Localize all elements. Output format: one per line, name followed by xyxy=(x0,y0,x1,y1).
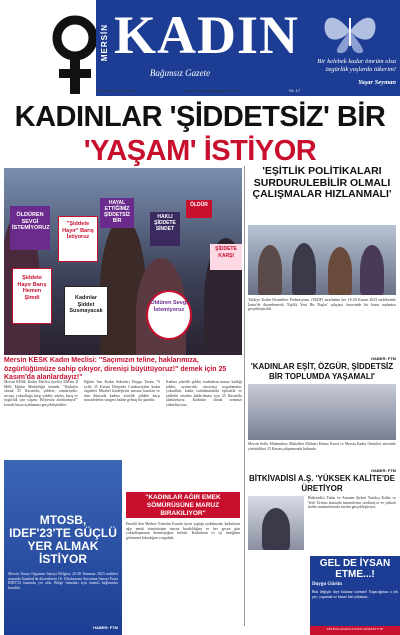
sidebar1-title: 'EŞİTLİK POLİTİKALARI SURDURULEBİLİR OLMALI ÇALIŞMALAR HIZLANMALI' xyxy=(252,165,392,200)
masthead-meta xyxy=(96,88,300,93)
person xyxy=(360,245,384,295)
venus-symbol-icon xyxy=(48,14,102,100)
main-headline xyxy=(0,100,400,168)
main-article-col2: Eğitim Sen Kadın Sekreteri Duygu Tazen, "6 eylül 25 Kasım Dünyada Cumhuriyetin kadın örgütleri Mirabel kardeşlerin anısına kurulan ve tüm dünyada kadına yönelik şiddete karşı mücadelenin simgesi haline gelmiş bir gündür. xyxy=(84,380,160,403)
sidebar1-author: HABER: FTM xyxy=(371,356,396,361)
person xyxy=(258,245,282,295)
gel-footer: ZELİHA ANOĞLU'NUN KÖŞESİ YTE xyxy=(310,626,400,635)
gel-title: GEL DE İYSAN ETME...! xyxy=(319,558,391,580)
box1-body: Emekli Sen Merkez Yönetim Kurulu üyesi yaptığı açıklamada, kadınların ağır emek sömürüsüne maruz bırakıldığını ve her geçen gün yoksullaşmanın derinleştiğini belirtti. Kadınların ev içi emeğinin görünmez kılındığını vurguladı. xyxy=(126,522,240,540)
protest-sign: ÖLDÜR xyxy=(186,200,212,218)
issue-date: 25 Kasım 2023 Cuma xyxy=(96,88,135,93)
brand-tagline: Bağımsız Gazete xyxy=(149,68,211,78)
protest-sign: HAYAL ETTİĞİMİZ ŞİDDETSİZ BİR xyxy=(100,198,134,228)
gel-author: Duygu Gürün xyxy=(312,582,342,587)
box1-title: "KADINLAR AĞIR EMEK SÖMÜRÜSÜNE MARUZ BIRAKILIYOR" xyxy=(126,492,240,518)
headline-line2: 'YAŞAM' İSTİYOR xyxy=(83,135,317,167)
protest-sign: Şiddete Hayır Barış Hemen Şimdi xyxy=(12,268,52,324)
website-link[interactable]: www.mersinkadingazetesi.com xyxy=(184,88,240,93)
sidebar2-photo xyxy=(248,384,396,440)
sidebar1-body: Türkiye Kadın Dernekleri Federasyonu (TKDF) tarafından her 18-20 Kasım 2023 tarihlerinde İzmir'de düzenlenecek 'Eşitlik Yeni Bir Başlar' çalıştayı öncesinde bir basın toplantısı gerçekleştirildi. xyxy=(248,298,396,312)
protest-sign: Kadınlar Şiddet Susmayacak xyxy=(64,286,108,336)
gel-body: Bizi değiştir diye bulunur istemez! Yapacağımız o tek şey: yaşamak ve kimse bizi yıkamaz... xyxy=(312,590,398,599)
sidebar3-title: BİTKİVADİSİ A.Ş. 'YÜKSEK KALİTE'DE ÜRETİYOR xyxy=(248,474,396,493)
masthead xyxy=(0,0,400,98)
butterfly-icon xyxy=(320,6,380,56)
logo-box xyxy=(96,2,300,84)
headline-line1: KADINLAR 'ŞİDDETSİZ' BİR xyxy=(14,101,386,133)
sidebar3-photo xyxy=(248,496,304,550)
sidebar2-author: HABER: FTM xyxy=(371,468,396,473)
slogan-author: Yaşar Seyman xyxy=(358,79,396,86)
person xyxy=(328,247,352,295)
sidebar1-photo xyxy=(248,225,396,295)
sidebar2-title: 'KADINLAR EŞİT, ÖZGÜR, ŞİDDETSİZ BİR TOPLUMDA YAŞAMALI' xyxy=(250,362,394,381)
main-article-col1: Mersin KESK Kadın Meclisi üyeleri Mersin İl Milli Eğitim Müdürlüğü önünde, "Kadınlar olarak 25 Kasım'da; şiddete, sömürüyüle, savaşa, yoksulluğa karşı şiddeti, adalet, barış ve özgürlük için yaşam. Böylesini alanlardayız!" konulu basın açıklaması gerçekleştirdiler. xyxy=(4,380,78,407)
person xyxy=(292,243,316,295)
main-article-col3: Kadına yönelik şiddet, kadınların maruz kaldığı şiddet, ayrımcılık, cinsiyetçi uygulamalar, yoksulluk, kadın istihdamındaki eşitsizlik ve şiddetin ortadan kaldırılması için 25 Kasım'da alanlardayız. Kadınlar olarak sesimizi yükseltiyoruz. xyxy=(166,380,242,407)
protest-sign: HAKLI ŞİDDETE SİNDET xyxy=(150,212,180,246)
person xyxy=(262,508,290,550)
protest-sign: ŞİDDETE KARŞI xyxy=(210,244,242,270)
brand-mersin: MERSİN xyxy=(100,24,109,62)
brand-name: KADIN xyxy=(114,5,300,65)
protest-sign: "Şiddete Hayır" Barış İstiyoruz xyxy=(58,216,98,262)
header-slogan: Bir kelebek kadar ömrüm olsa özgürlük yaşlarda tükerim! xyxy=(317,58,396,73)
protest-sign: Öldüren Sevgi İstemiyoruz xyxy=(146,290,192,340)
sidebar2-body: Mersin Soflu Mahmutbey Mahallesi Muhtarı Emine Kural ve Mersin Kadın Ömürleri sitesinde yürüttükleri 25 Kasım çalışmasında bulundu. xyxy=(248,442,396,451)
protest-sign: ÖLDÜREN SEVGİ İSTEMİYORUZ xyxy=(10,206,50,250)
sidebar3-body: Bitkivadisi Tütün ve Anonim Şirketi Yurtdışı Kalite ve Yerli Üretim alanında hizmetlerini sürdürüyor ve yüksek kalite standartlarında üretim gerçekleştiriyor. xyxy=(308,496,396,510)
issue-number: Yıl: 17 xyxy=(288,88,300,93)
mtosb-body: Mersin Tarsus Organize Sanayi Bölgesi, 25-30 Temmuz 2023 tarihleri arasında İstanbul'da düzenlenen 16. Uluslararası Savunma Sanayi Fuarı IDEF'23 fuarında yer aldı. Bölge firmaları için önemli bağlantılar kuruldu. xyxy=(8,572,118,590)
mtosb-title: MTOSB, IDEF'23'TE GÜÇLÜ YER ALMAK İSTİYOR xyxy=(9,513,117,566)
column-divider xyxy=(244,166,245,626)
main-photo xyxy=(4,168,242,355)
main-photo-caption: Mersin KESK Kadın Meclisi: "Saçımızın teline, haklarımıza, özgürlüğümüze sahip çıkıyor, direnişi büyütüyoruz!" demek için 25 Kasım'da alanlardayız!" xyxy=(4,357,227,381)
mtosb-author: HABER: FTM xyxy=(93,625,118,630)
